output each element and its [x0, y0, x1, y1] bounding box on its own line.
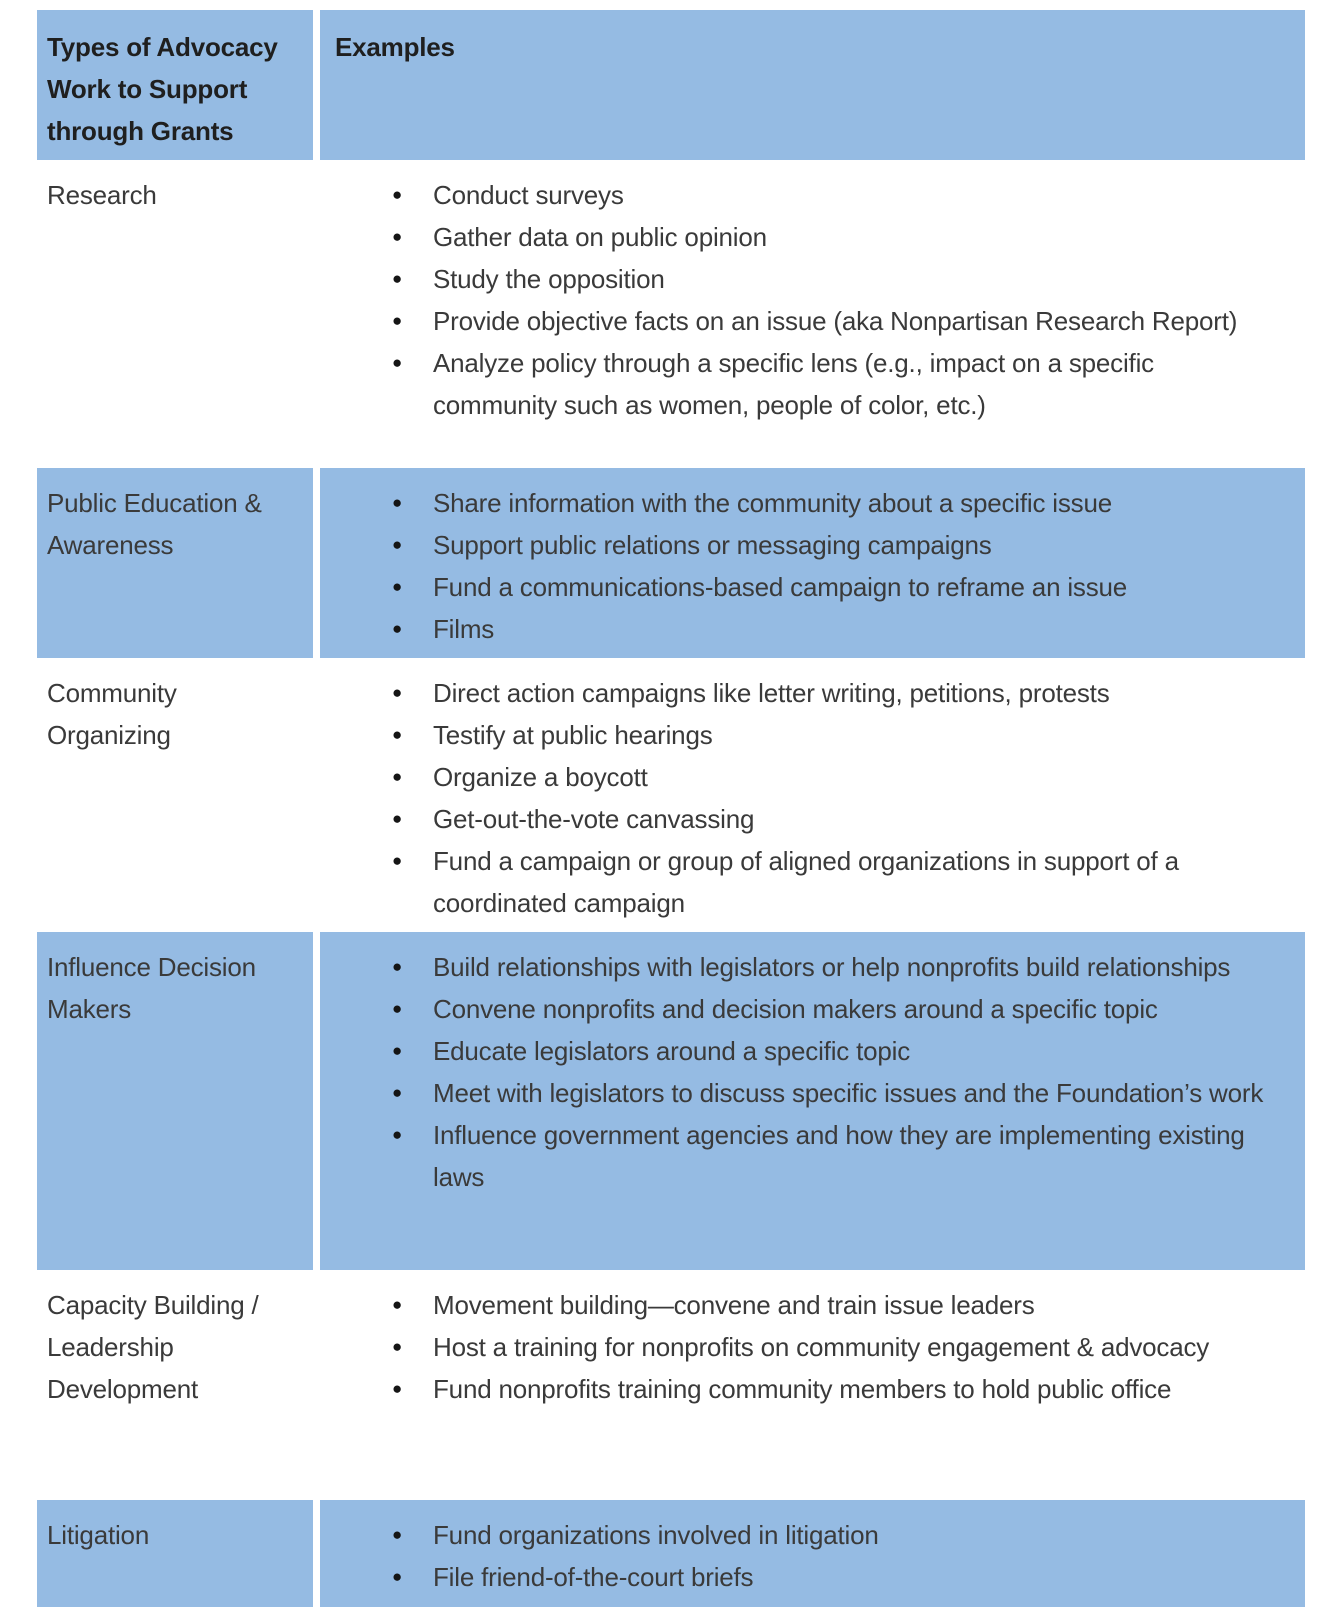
- table-row-litigation: [37, 1500, 1305, 1607]
- advocacy-type-cell: [37, 1500, 313, 1607]
- header-cell-types: [37, 10, 313, 160]
- examples-cell: [320, 1270, 1305, 1500]
- table-row-research: [37, 160, 1305, 468]
- advocacy-grants-table: [37, 10, 1305, 1607]
- examples-cell: [320, 160, 1305, 468]
- advocacy-type-label: Public Education & Awareness: [47, 488, 262, 560]
- bullet-item: ● Fund nonprofits training community members to hold public office: [320, 1368, 1277, 1410]
- examples-cell: [320, 1500, 1305, 1607]
- bullet-item: ● Educate legislators around a specific topic: [320, 1030, 1277, 1072]
- bullet-item: ● Movement building—convene and train issue leaders: [320, 1284, 1277, 1326]
- bullet-item: ● Host a training for nonprofits on community engagement & advocacy: [320, 1326, 1277, 1368]
- advocacy-type-cell: [37, 932, 313, 1270]
- table-row-capacity-building: [37, 1270, 1305, 1500]
- bullet-item: ● Get-out-the-vote canvassing: [320, 798, 1277, 840]
- advocacy-type-cell: [37, 1270, 313, 1500]
- bullet-list: [320, 1284, 1277, 1410]
- table-row-community-organizing: [37, 658, 1305, 932]
- advocacy-type-label: Influence Decision Makers: [47, 952, 256, 1024]
- bullet-item: ● Fund organizations involved in litigation: [320, 1514, 1277, 1556]
- bullet-item: ● Support public relations or messaging campaigns: [320, 524, 1277, 566]
- bullet-item: ● Films: [320, 608, 1277, 650]
- header-examples-label: Examples: [335, 32, 455, 62]
- table-row-influence-decision-makers: [37, 932, 1305, 1270]
- bullet-item: ● Influence government agencies and how they are implementing existing laws: [320, 1114, 1277, 1198]
- header-cell-examples: [320, 10, 1305, 160]
- bullet-item: ● File friend-of-the-court briefs: [320, 1556, 1277, 1598]
- advocacy-type-label: Community Organizing: [47, 678, 177, 750]
- examples-cell: [320, 932, 1305, 1270]
- advocacy-type-cell: [37, 160, 313, 468]
- bullet-list: [320, 482, 1277, 650]
- bullet-item: ● Direct action campaigns like letter writing, petitions, protests: [320, 672, 1277, 714]
- bullet-item: ● Organize a boycott: [320, 756, 1277, 798]
- table-row-public-education: [37, 468, 1305, 658]
- bullet-item: ● Study the opposition: [320, 258, 1277, 300]
- advocacy-type-cell: [37, 658, 313, 932]
- bullet-list: [320, 672, 1277, 924]
- advocacy-type-label: Litigation: [47, 1520, 150, 1550]
- advocacy-type-cell: [37, 468, 313, 658]
- bullet-list: [320, 1514, 1277, 1598]
- advocacy-type-label: Research: [47, 180, 157, 210]
- bullet-item: ● Provide objective facts on an issue (aka Nonpartisan Research Report): [320, 300, 1277, 342]
- bullet-list: [320, 174, 1277, 426]
- advocacy-type-label: Capacity Building / Leadership Development: [47, 1290, 259, 1404]
- bullet-item: ● Testify at public hearings: [320, 714, 1277, 756]
- examples-cell: [320, 468, 1305, 658]
- bullet-list: [320, 946, 1277, 1198]
- bullet-item: ● Gather data on public opinion: [320, 216, 1277, 258]
- table-header-row: [37, 10, 1305, 160]
- bullet-item: ● Convene nonprofits and decision makers around a specific topic: [320, 988, 1277, 1030]
- bullet-item: ● Conduct surveys: [320, 174, 1277, 216]
- header-types-label: Types of Advocacy Work to Support through Grants: [47, 32, 278, 146]
- bullet-item: ● Fund a campaign or group of aligned organizations in support of a coordinated campaign: [320, 840, 1277, 924]
- bullet-item: ● Build relationships with legislators or help nonprofits build relationships: [320, 946, 1277, 988]
- bullet-item: ● Share information with the community about a specific issue: [320, 482, 1277, 524]
- bullet-item: ● Meet with legislators to discuss specific issues and the Foundation’s work: [320, 1072, 1277, 1114]
- bullet-item: ● Analyze policy through a specific lens (e.g., impact on a specific community such as women, people of color, etc.): [320, 342, 1277, 426]
- bullet-item: ● Fund a communications-based campaign to reframe an issue: [320, 566, 1277, 608]
- examples-cell: [320, 658, 1305, 932]
